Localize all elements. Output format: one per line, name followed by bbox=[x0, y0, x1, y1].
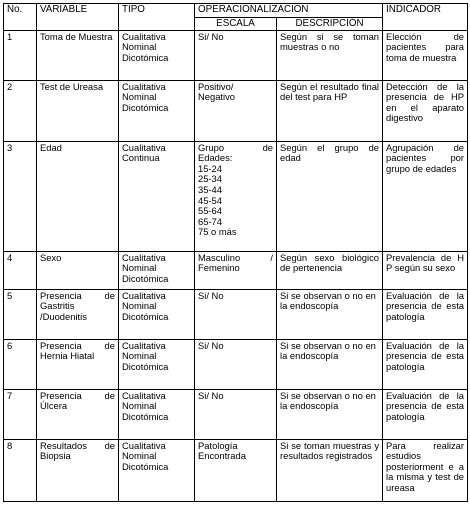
tipo-line: Cualitativa bbox=[122, 30, 166, 42]
cell-descripcion: Según sexo biológico de pertenencia bbox=[277, 251, 383, 289]
tipo-line: Dicotómica bbox=[122, 272, 169, 284]
header-row bbox=[4, 4, 468, 18]
table-row bbox=[4, 439, 468, 501]
cell-tipo bbox=[119, 80, 195, 141]
cell-no: 6 bbox=[4, 339, 37, 389]
cell-variable: Sexo bbox=[37, 251, 119, 289]
tipo-line: Cualitativa bbox=[122, 439, 166, 451]
cell-no: 4 bbox=[4, 251, 37, 289]
tipo-line: Cualitativa bbox=[122, 289, 166, 301]
cell-variable: Resultados de Biopsia bbox=[37, 439, 119, 501]
cell-escala: Masculino / Femenino bbox=[195, 251, 277, 289]
tipo-line: Continua bbox=[122, 152, 160, 164]
operationalization-table bbox=[3, 3, 468, 502]
cell-variable: Toma de Muestra bbox=[37, 30, 119, 80]
tipo-line: Nominal bbox=[122, 41, 157, 53]
cell-indicador: Evaluación de la presencia de esta patología bbox=[383, 339, 468, 389]
cell-descripcion: Según si se toman muestras o no bbox=[277, 30, 383, 80]
escala-group-title: Grupo de Edades: bbox=[198, 141, 273, 164]
cell-descripcion: Si se observan o no en la endoscopía bbox=[277, 289, 383, 339]
cell-escala: Patología Encontrada bbox=[195, 439, 277, 501]
table-row bbox=[4, 141, 468, 251]
cell-descripcion: Si se observan o no en la endoscopía bbox=[277, 339, 383, 389]
table-row bbox=[4, 289, 468, 339]
cell-escala: Si/ No bbox=[195, 389, 277, 439]
cell-indicador: Para realizar estudios posteriorment e a la misma y test de ureasa bbox=[383, 439, 468, 501]
header-indicador: INDICADOR bbox=[383, 4, 468, 31]
cell-variable: Presencia de Gastritis /Duodenitis bbox=[37, 289, 119, 339]
age-range: 55-64 bbox=[198, 205, 222, 217]
table-row bbox=[4, 251, 468, 289]
cell-escala: Si/ No bbox=[195, 339, 277, 389]
cell-no: 8 bbox=[4, 439, 37, 501]
tipo-line: Nominal bbox=[122, 300, 157, 312]
cell-no: 1 bbox=[4, 30, 37, 80]
age-range: 25-34 bbox=[198, 173, 222, 185]
tipo-line: Dicotómica bbox=[122, 460, 169, 472]
cell-descripcion: Si se observan o no en la endoscopía bbox=[277, 389, 383, 439]
header-variable: VARIABLE bbox=[37, 4, 119, 31]
header-no: No. bbox=[4, 4, 37, 31]
tipo-line: Dicotómica bbox=[122, 310, 169, 322]
cell-tipo bbox=[119, 141, 195, 251]
cell-descripcion: Según el grupo de edad bbox=[277, 141, 383, 251]
cell-escala: Si/ No bbox=[195, 30, 277, 80]
cell-indicador: Elección de pacientes para toma de muestra bbox=[383, 30, 468, 80]
table-row bbox=[4, 80, 468, 141]
tipo-line: Nominal bbox=[122, 450, 157, 462]
age-range: 15-24 bbox=[198, 162, 222, 174]
cell-indicador: Agrupación de pacientes por grupo de edades bbox=[383, 141, 468, 251]
cell-no: 5 bbox=[4, 289, 37, 339]
tipo-line: Cualitativa bbox=[122, 389, 166, 401]
tipo-line: Dicotómica bbox=[122, 51, 169, 63]
header-tipo: TIPO bbox=[119, 4, 195, 31]
cell-no: 2 bbox=[4, 80, 37, 141]
cell-no: 3 bbox=[4, 141, 37, 251]
cell-variable: Presencia de Úlcera bbox=[37, 389, 119, 439]
tipo-line: Dicotómica bbox=[122, 410, 169, 422]
tipo-line: Cualitativa bbox=[122, 339, 166, 351]
age-range: 35-44 bbox=[198, 183, 222, 195]
cell-tipo bbox=[119, 289, 195, 339]
age-range: 45-54 bbox=[198, 194, 222, 206]
tipo-line: Nominal bbox=[122, 350, 157, 362]
cell-indicador: Detección de la presencia de HP en el aparato digestivo bbox=[383, 80, 468, 141]
tipo-line: Cualitativa bbox=[122, 80, 166, 92]
cell-escala bbox=[195, 141, 277, 251]
header-escala: ESCALA bbox=[195, 18, 277, 31]
cell-no: 7 bbox=[4, 389, 37, 439]
table-row bbox=[4, 30, 468, 80]
cell-descripcion: Según el resultado final del test para HP bbox=[277, 80, 383, 141]
header-descripcion: DESCRIPCIÓN bbox=[277, 18, 383, 31]
cell-escala: Si/ No bbox=[195, 289, 277, 339]
cell-indicador: Prevalencia de H P según su sexo bbox=[383, 251, 468, 289]
table-row bbox=[4, 389, 468, 439]
tipo-line: Nominal bbox=[122, 262, 157, 274]
cell-escala: Positivo/ Negativo bbox=[195, 80, 277, 141]
cell-descripcion: Si se toman muestras y resultados registrados bbox=[277, 439, 383, 501]
cell-tipo bbox=[119, 439, 195, 501]
header-operacionalizacion: OPERACIONALIZACION bbox=[195, 4, 383, 18]
tipo-line: Nominal bbox=[122, 400, 157, 412]
tipo-line: Nominal bbox=[122, 91, 157, 103]
cell-indicador: Evaluación de la presencia de esta patología bbox=[383, 389, 468, 439]
age-range: 65-74 bbox=[198, 215, 222, 227]
table-row bbox=[4, 339, 468, 389]
cell-indicador: Evaluación de la presencia de esta patología bbox=[383, 289, 468, 339]
cell-tipo bbox=[119, 251, 195, 289]
tipo-line: Cualitativa bbox=[122, 141, 166, 153]
cell-tipo bbox=[119, 30, 195, 80]
cell-variable: Presencia de Hernia Hiatal bbox=[37, 339, 119, 389]
tipo-line: Dicotómica bbox=[122, 101, 169, 113]
cell-tipo bbox=[119, 389, 195, 439]
tipo-line: Dicotómica bbox=[122, 360, 169, 372]
cell-tipo bbox=[119, 339, 195, 389]
tipo-line: Cualitativa bbox=[122, 251, 166, 263]
cell-variable: Edad bbox=[37, 141, 119, 251]
cell-variable: Test de Ureasa bbox=[37, 80, 119, 141]
age-range: 75 o más bbox=[198, 226, 237, 238]
